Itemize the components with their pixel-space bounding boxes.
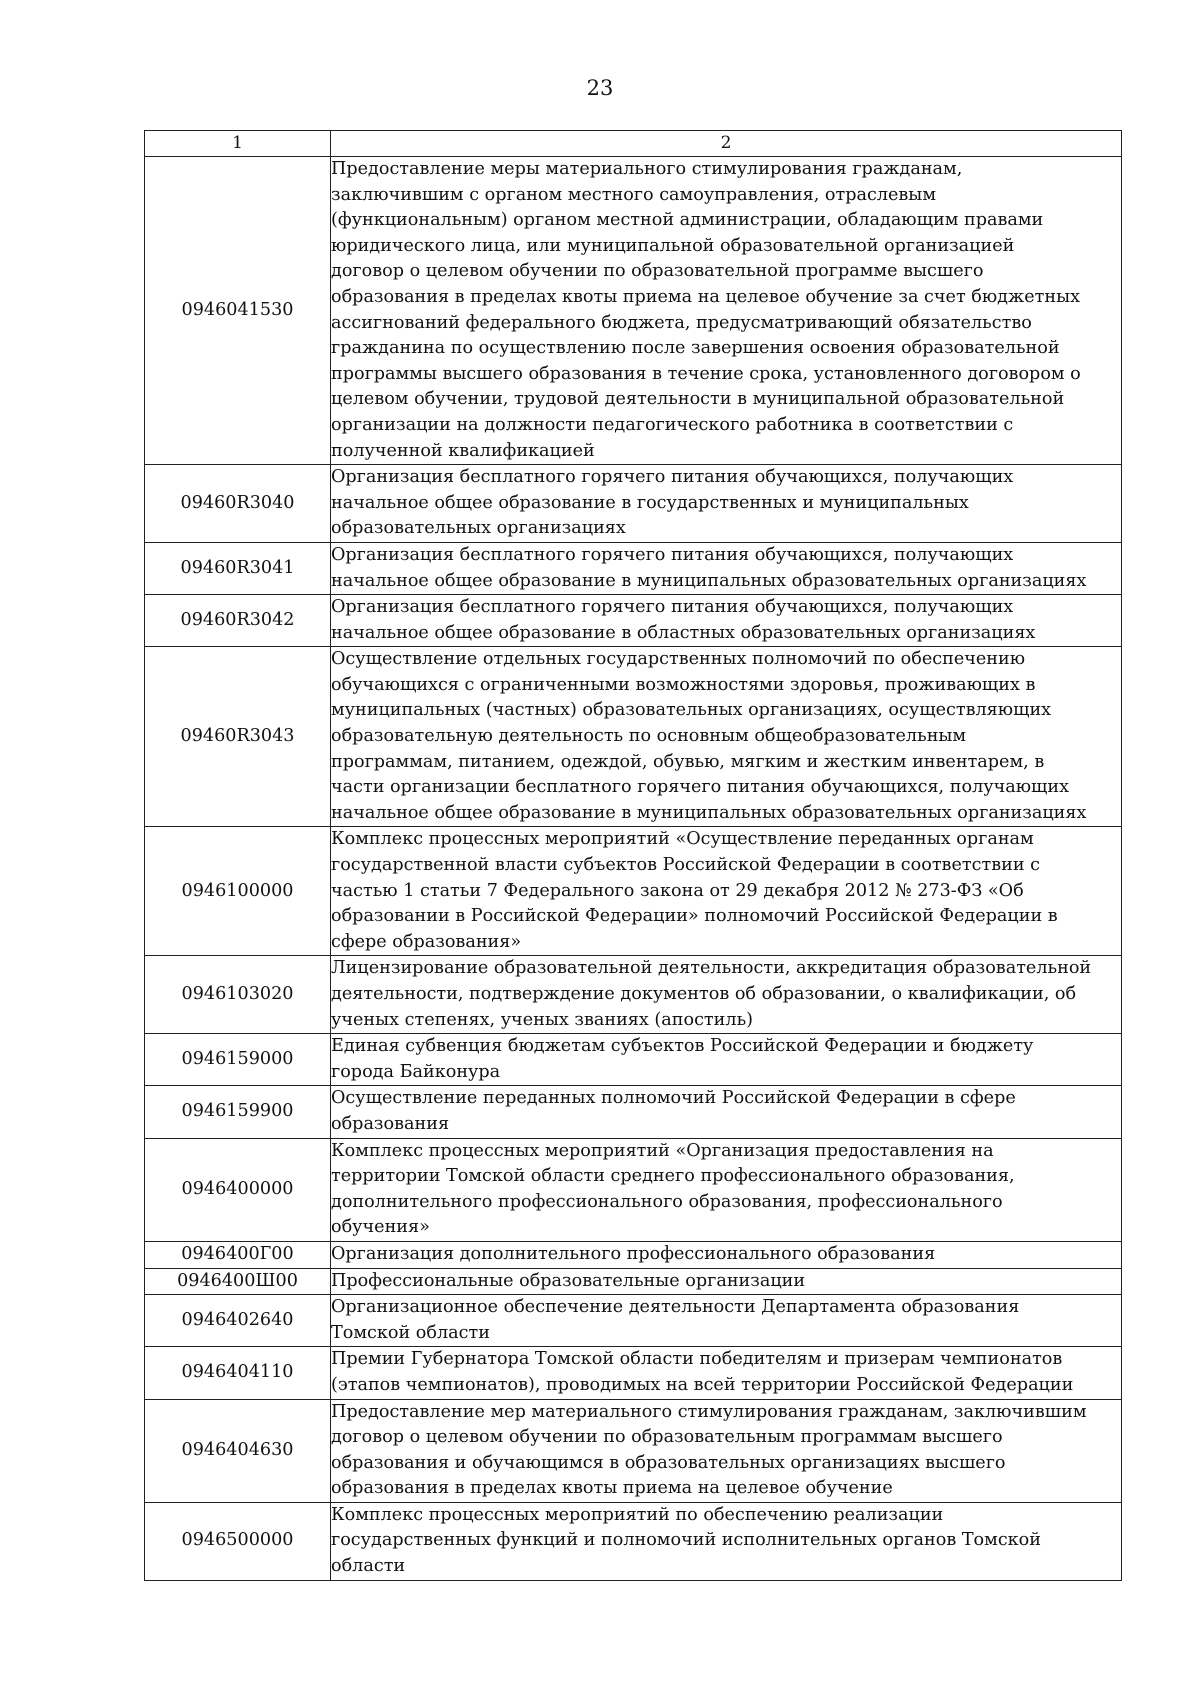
- table-row: [145, 1502, 1122, 1580]
- description-line: программам, питанием, одеждой, обувью, мягким и жестким инвентарем, в: [331, 751, 1045, 772]
- row-description: [331, 542, 1122, 594]
- row-code: 09460R3043: [145, 647, 331, 827]
- table-row: [145, 1034, 1122, 1086]
- description-line: Организация бесплатного горячего питания обучающихся, получающих: [331, 597, 1014, 618]
- description-line: Комплекс процессных мероприятий «Осуществление переданных органам: [331, 829, 1034, 850]
- row-description: [331, 1295, 1122, 1347]
- description-line: Предоставление мер материального стимулирования гражданам, заключившим: [331, 1401, 1087, 1422]
- column-header-code: 1: [145, 131, 331, 157]
- row-description: [331, 595, 1122, 647]
- description-line: муниципальных (частных) образовательных организациях, осуществляющих: [331, 700, 1052, 721]
- budget-code-table: [144, 130, 1122, 1581]
- description-line: целевом обучении, трудовой деятельности в муниципальной образовательной: [331, 389, 1065, 410]
- row-description: [331, 1347, 1122, 1399]
- description-line: ассигнований федерального бюджета, предусматривающий обязательство: [331, 312, 1032, 333]
- table-row: [145, 1268, 1122, 1295]
- table-row: [145, 827, 1122, 956]
- description-line: государственных функций и полномочий исполнительных органов Томской: [331, 1530, 1041, 1551]
- row-code: 0946103020: [145, 956, 331, 1034]
- row-description: [331, 1086, 1122, 1138]
- description-line: образовательную деятельность по основным общеобразовательным: [331, 726, 967, 747]
- description-line: обучения»: [331, 1217, 430, 1238]
- description-line: организации на должности педагогического работника в соответствии с: [331, 414, 1014, 435]
- table-header-row: [145, 131, 1122, 157]
- table-row: [145, 595, 1122, 647]
- description-line: образовании в Российской Федерации» полномочий Российской Федерации в: [331, 906, 1058, 927]
- table-row: [145, 157, 1122, 465]
- table-row: [145, 1295, 1122, 1347]
- description-line: (этапов чемпионатов), проводимых на всей территории Российской Федерации: [331, 1374, 1074, 1395]
- row-code: 0946400Ш00: [145, 1268, 331, 1295]
- description-line: Премии Губернатора Томской области победителям и призерам чемпионатов: [331, 1349, 1063, 1370]
- description-line: образования: [331, 1113, 450, 1134]
- page-number: 23: [586, 76, 614, 100]
- description-line: территории Томской области среднего профессионального образования,: [331, 1166, 1015, 1187]
- description-line: Единая субвенция бюджетам субъектов Российской Федерации и бюджету: [331, 1036, 1034, 1057]
- row-code: 0946404110: [145, 1347, 331, 1399]
- description-line: Комплекс процессных мероприятий «Организация предоставления на: [331, 1140, 994, 1161]
- description-line: обучающихся с ограниченными возможностями здоровья, проживающих в: [331, 674, 1036, 695]
- row-description: [331, 465, 1122, 543]
- row-description: [331, 1138, 1122, 1241]
- row-code: 0946400Г00: [145, 1241, 331, 1268]
- table-row: [145, 1347, 1122, 1399]
- row-description: [331, 1502, 1122, 1580]
- row-description: [331, 157, 1122, 465]
- description-line: Томской области: [331, 1322, 490, 1343]
- description-line: договор о целевом обучении по образовательной программе высшего: [331, 261, 984, 282]
- description-line: Организация дополнительного профессионального образования: [331, 1243, 936, 1264]
- description-line: образования и обучающимся в образовательных организациях высшего: [331, 1452, 1006, 1473]
- description-line: Комплекс процессных мероприятий по обеспечению реализации: [331, 1504, 944, 1525]
- row-description: [331, 1399, 1122, 1502]
- description-line: (функциональным) органом местной администрации, обладающим правами: [331, 210, 1044, 231]
- description-line: сфере образования»: [331, 931, 522, 952]
- row-description: [331, 1034, 1122, 1086]
- description-line: ученых степенях, ученых званиях (апостиль): [331, 1009, 754, 1030]
- description-line: государственной власти субъектов Российской Федерации в соответствии с: [331, 855, 1040, 876]
- row-code: 0946500000: [145, 1502, 331, 1580]
- row-code: 0946400000: [145, 1138, 331, 1241]
- description-line: частью 1 статьи 7 Федерального закона от 29 декабря 2012 № 273-ФЗ «Об: [331, 880, 1024, 901]
- description-line: образования в пределах квоты приема на целевое обучение за счет бюджетных: [331, 286, 1080, 307]
- row-code: 0946159000: [145, 1034, 331, 1086]
- description-line: полученной квалификацией: [331, 440, 595, 461]
- description-line: начальное общее образование в государственных и муниципальных: [331, 492, 969, 513]
- table-row: [145, 465, 1122, 543]
- row-code: 09460R3041: [145, 542, 331, 594]
- description-line: Организация бесплатного горячего питания обучающихся, получающих: [331, 544, 1014, 565]
- table-row: [145, 1241, 1122, 1268]
- row-code: 09460R3042: [145, 595, 331, 647]
- description-line: образовательных организациях: [331, 518, 626, 539]
- description-line: Предоставление меры материального стимулирования гражданам,: [331, 159, 963, 179]
- table-row: [145, 542, 1122, 594]
- description-line: начальное общее образование в муниципальных образовательных организациях: [331, 802, 1087, 823]
- row-code: 09460R3040: [145, 465, 331, 543]
- table-row: [145, 647, 1122, 827]
- description-line: Осуществление отдельных государственных полномочий по обеспечению: [331, 649, 1026, 670]
- description-line: Организация бесплатного горячего питания обучающихся, получающих: [331, 467, 1014, 488]
- description-line: юридического лица, или муниципальной образовательной организацией: [331, 235, 1015, 256]
- table-row: [145, 1086, 1122, 1138]
- row-description: [331, 827, 1122, 956]
- row-code: 0946402640: [145, 1295, 331, 1347]
- table-row: [145, 1399, 1122, 1502]
- description-line: начальное общее образование в муниципальных образовательных организациях: [331, 570, 1087, 591]
- row-code: 0946159900: [145, 1086, 331, 1138]
- row-description: [331, 956, 1122, 1034]
- description-line: дополнительного профессионального образования, профессионального: [331, 1191, 1003, 1212]
- description-line: договор о целевом обучении по образовательным программам высшего: [331, 1427, 1003, 1448]
- description-line: города Байконура: [331, 1061, 501, 1082]
- description-line: области: [331, 1556, 406, 1577]
- row-code: 0946404630: [145, 1399, 331, 1502]
- description-line: Профессиональные образовательные организации: [331, 1270, 806, 1291]
- description-line: Осуществление переданных полномочий Российской Федерации в сфере: [331, 1088, 1016, 1109]
- description-line: Лицензирование образовательной деятельности, аккредитация образовательной: [331, 958, 1092, 979]
- description-line: деятельности, подтверждение документов об образовании, о квалификации, об: [331, 984, 1077, 1004]
- description-line: части организации бесплатного горячего питания обучающихся, получающих: [331, 777, 1070, 798]
- description-line: программы высшего образования в течение срока, установленного договором о: [331, 363, 1081, 384]
- description-line: начальное общее образование в областных образовательных организациях: [331, 622, 1036, 643]
- column-header-description: 2: [331, 131, 1122, 157]
- row-description: [331, 647, 1122, 827]
- description-line: образования в пределах квоты приема на целевое обучение: [331, 1478, 893, 1499]
- row-code: 0946100000: [145, 827, 331, 956]
- table-row: [145, 1138, 1122, 1241]
- row-description: [331, 1268, 1122, 1295]
- description-line: гражданина по осуществлению после завершения освоения образовательной: [331, 338, 1060, 359]
- row-code: 0946041530: [145, 157, 331, 465]
- description-line: Организационное обеспечение деятельности Департамента образования: [331, 1297, 1020, 1318]
- row-description: [331, 1241, 1122, 1268]
- table-row: [145, 956, 1122, 1034]
- description-line: заключившим с органом местного самоуправления, отраслевым: [331, 184, 936, 205]
